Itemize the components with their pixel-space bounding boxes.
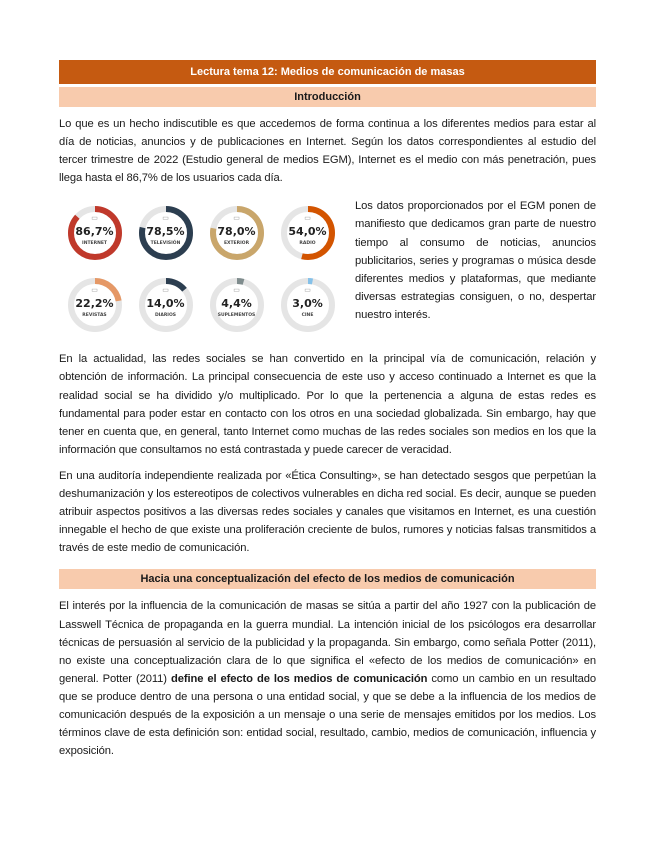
media-icon: ▭ — [162, 215, 169, 223]
stat-televisión — [130, 197, 201, 269]
donut-value-label: 78,0% — [217, 225, 256, 239]
media-icon: ▭ — [233, 287, 240, 295]
donut-category-label: RADIO — [299, 241, 316, 247]
donut-value-label: 3,0% — [292, 297, 323, 311]
intro-paragraph-1: Lo que es un hecho indiscutible es que accedemos de forma continua a los diferentes medios para estar al día de noticias, anuncios y de publicaciones en Internet. Según los datos correspondientes al estudio del tercer trimestre de 2022 (Estudio general de medios EGM), Internet es el medio con más penetración, pues llega hasta el 86,7% de los usuarios cada día. — [59, 118, 596, 185]
section-heading-introduccion: Introducción — [59, 87, 596, 107]
donut-category-label: TELEVISIÓN — [150, 241, 181, 247]
donut-category-label: DIARIOS — [154, 313, 177, 319]
stat-diarios — [130, 269, 201, 341]
media-icon: ▭ — [304, 215, 311, 223]
donut-value-label: 14,0% — [146, 297, 185, 311]
stats-description — [355, 197, 596, 342]
intro-paragraph-2: Los datos proporcionados por el EGM ponen de manifiesto que dedicamos gran parte de nuestro tiempo al consumo de noticias, anuncios publicitarios, series y programas o música desde diferentes medios y plataformas, que mediante diversas estrategias consiguen, o no, despertar nuestro interés. — [355, 200, 596, 321]
media-penetration-figure — [59, 197, 343, 342]
media-icon: ▭ — [91, 215, 98, 223]
stats-row — [59, 197, 596, 342]
donut-value-label: 54,0% — [288, 225, 327, 239]
document-content — [59, 60, 596, 760]
donut-category-label: SUPLEMENTOS — [217, 313, 256, 319]
donut-category-label: EXTERIOR — [223, 241, 250, 247]
concept-text-end: como un cambio en un resultado que se produce dentro de una persona o una entidad social, y que se debe a la influencia de los medios de comunicación después de la exposición a un mensaje o una serie de mensajes emitidos por los medios. Los términos clave de esta definición son: entidad social, resultado, cambio, medios de comunicación, influencia y exposición. — [59, 672, 596, 758]
media-icon: ▭ — [162, 287, 169, 295]
stat-exterior — [201, 197, 272, 269]
stat-revistas — [59, 269, 130, 341]
stat-internet — [59, 197, 130, 269]
section-heading-conceptualizacion: Hacia una conceptualización del efecto de los medios de comunicación — [59, 569, 596, 589]
donut-value-label: 78,5% — [146, 225, 185, 239]
concept-text-bold: define el efecto de los medios de comunicación — [170, 672, 428, 685]
media-icon: ▭ — [304, 287, 311, 295]
donut-category-label: INTERNET — [82, 241, 107, 247]
media-icon: ▭ — [91, 287, 98, 295]
donut-value-label: 22,2% — [75, 297, 114, 311]
stat-cine — [272, 269, 343, 341]
donut-value-label: 86,7% — [75, 225, 114, 239]
document-title: Lectura tema 12: Medios de comunicación de masas — [59, 60, 596, 84]
donut-category-label: REVISTAS — [82, 313, 107, 319]
intro-paragraph-4: En una auditoría independiente realizada por «Ética Consulting», se han detectado sesgos que perpetúan la deshumanización y los estereotipos de colectivos vulnerables en dicha red social. Es decir, aunque se pueden atribuir aspectos positivos a las diversas redes sociales y canales que visitamos en Internet, es una cuestión innegable el hecho de que existe una proliferación creciente de bulos, rumores y noticias falsas transmitidos a través de este medio de comunicación. — [59, 469, 596, 555]
stat-radio — [272, 197, 343, 269]
intro-paragraph-3: En la actualidad, las redes sociales se han convertido en la principal vía de comunicación, relación y obtención de información. La principal consecuencia de este uso y acceso continuado a Internet es que la realidad social se ha dividido y/o multiplicado. Por lo que la pertenencia a alguna de estas redes es fundamental para poder estar en contacto con los otros en una sociedad globalizada. Sin embargo, hay que tener en cuenta que, en general, tanto Internet como muchas de las redes sociales son medios en los que la información que consultamos no está contrastada y puede carecer de veracidad. — [59, 353, 596, 456]
concept-text-start: El interés por la influencia de la comunicación de masas se sitúa a partir del año 1927 con la publicación de Lasswell Técnica de propaganda en la guerra mundial. La intención inicial de los psicólogos era desarrollar técnicas de persuasión al servicio de la publicidad y la propaganda. Sin embargo, como señala Potter (2011), no existe una conceptualización clara de lo que significa el «efecto de los medios de comunicación» en general. Potter (2011) — [59, 600, 596, 685]
stat-suplementos — [201, 269, 272, 341]
donut-value-label: 4,4% — [221, 297, 252, 311]
media-icon: ▭ — [233, 215, 240, 223]
donut-category-label: CINE — [301, 313, 314, 319]
concept-paragraph — [59, 597, 596, 760]
